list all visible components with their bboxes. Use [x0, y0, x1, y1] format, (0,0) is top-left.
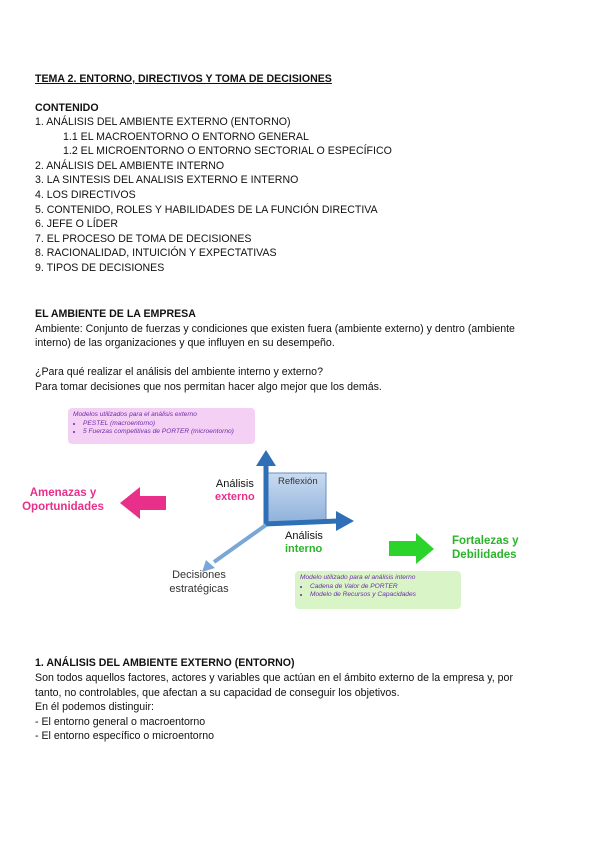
environment-answer: Para tomar decisiones que nos permitan hacer algo mejor que los demás. [35, 381, 382, 393]
external-analysis-line-2: externo [215, 491, 255, 503]
model-list-item: • Modelo de Recursos y Capacidades [310, 591, 456, 600]
external-axis-arrowhead [256, 450, 276, 466]
environment-question: ¿Para qué realizar el análisis del ambiente interno y externo? [35, 366, 323, 378]
internal-axis-line [264, 521, 338, 524]
contents-heading: CONTENIDO [35, 102, 99, 114]
internal-models-box [295, 571, 461, 609]
environment-heading: EL AMBIENTE DE LA EMPRESA [35, 308, 196, 320]
toc-item: 7. EL PROCESO DE TOMA DE DECISIONES [35, 232, 252, 245]
toc-item: 8. RACIONALIDAD, INTUICIÓN Y EXPECTATIVAS [35, 247, 277, 260]
threats-line-1: Amenazas y [29, 487, 97, 499]
toc-item: 1.1 EL MACROENTORNO O ENTORNO GENERAL [63, 130, 309, 143]
decisions-line-1: Decisiones [172, 569, 226, 581]
toc-item: 2. ANÁLISIS DEL AMBIENTE INTERNO [35, 159, 225, 172]
external-models-box [68, 408, 255, 444]
external-models-title: Modelos utilizados para el análisis externo [73, 411, 197, 418]
model-list-item: • 5 Fuerzas competitivas de PORTER (microentorno) [83, 428, 250, 437]
decisions-arrow-line [214, 525, 266, 562]
internal-analysis-line-2: interno [285, 543, 323, 555]
model-list-item: • Cadena de Valor de PORTER [310, 583, 456, 592]
threats-arrow [120, 487, 166, 519]
section1-line-3: En él podemos distinguir: [35, 701, 154, 713]
environment-definition-line-2: interno) de las organizaciones y que influyen en su desempeño. [35, 337, 335, 349]
external-models-list [73, 420, 250, 437]
toc-item: 6. JEFE O LÍDER [35, 218, 119, 231]
internal-analysis-label [285, 530, 323, 556]
section1-heading: 1. ANÁLISIS DEL AMBIENTE EXTERNO (ENTORNO) [35, 657, 295, 669]
threats-opportunities-label [8, 486, 118, 514]
internal-axis-arrowhead [336, 511, 354, 531]
section1-line-2: tanto, no controlables, que afectan a su capacidad de conseguir los objetivos. [35, 687, 400, 699]
table-of-contents [35, 115, 392, 276]
internal-models-list [300, 583, 456, 600]
document-title: TEMA 2. ENTORNO, DIRECTIVOS Y TOMA DE DECISIONES [35, 73, 332, 85]
external-analysis-line-1: Análisis [215, 478, 254, 490]
toc-item: 1. ANÁLISIS DEL AMBIENTE EXTERNO (ENTORNO) [35, 116, 291, 128]
reflection-label: Reflexión [278, 476, 318, 487]
section1-line-1: Son todos aquellos factores, actores y variables que actúan en el ámbito externo de la empresa y, por [35, 672, 513, 684]
toc-item: 3. LA SINTESIS DEL ANALISIS EXTERNO E INTERNO [35, 174, 299, 187]
strengths-arrow [389, 533, 434, 564]
decisions-line-2: estratégicas [169, 582, 229, 595]
external-analysis-label [215, 478, 255, 504]
environment-definition-line-1: Ambiente: Conjunto de fuerzas y condiciones que existen fuera (ambiente externo) y dentro (ambiente [35, 323, 515, 335]
toc-item: 9. TIPOS DE DECISIONES [35, 261, 165, 274]
strengths-weaknesses-label [452, 534, 518, 562]
toc-item: 5. CONTENIDO, ROLES Y HABILIDADES DE LA FUNCIÓN DIRECTIVA [35, 203, 378, 216]
section1-bullet-2: - El entorno específico o microentorno [35, 730, 215, 742]
internal-analysis-line-1: Análisis [285, 530, 323, 542]
strengths-line-2: Debilidades [452, 549, 517, 561]
toc-item: 4. LOS DIRECTIVOS [35, 188, 136, 201]
threats-line-2: Oportunidades [22, 501, 104, 513]
internal-models-title: Modelo utilizado para el análisis interno [300, 574, 416, 581]
model-list-item: • PESTEL (macroentorno) [83, 420, 250, 429]
strategic-decisions-label [163, 569, 235, 596]
section1-bullet-1: - El entorno general o macroentorno [35, 716, 206, 728]
strengths-line-1: Fortalezas y [452, 535, 519, 547]
toc-item: 1.2 EL MICROENTORNO O ENTORNO SECTORIAL O ESPECÍFICO [63, 145, 392, 158]
